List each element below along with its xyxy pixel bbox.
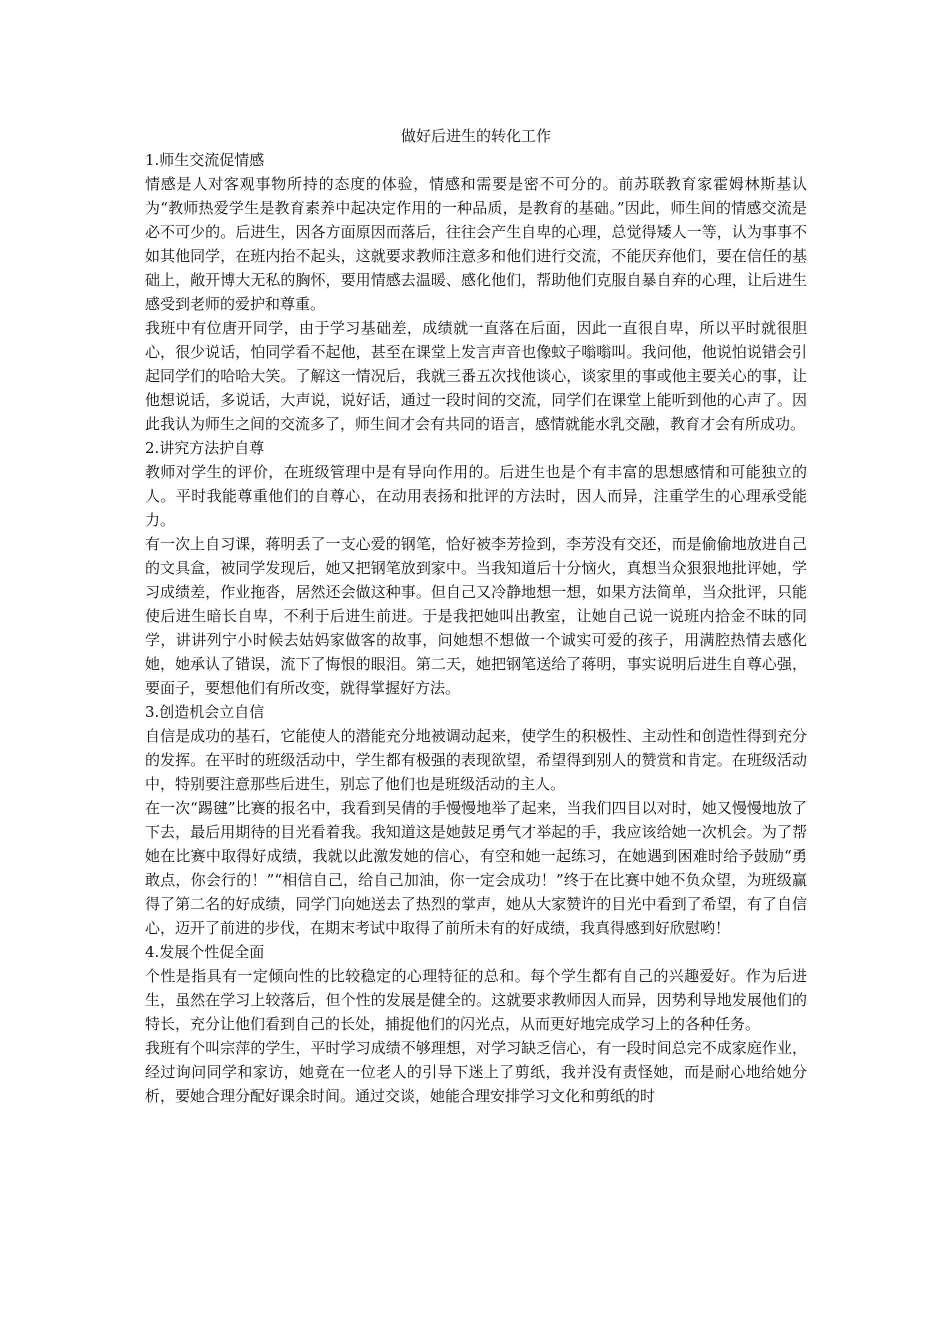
- paragraph: 在一次“踢毽”比赛的报名中，我看到吴倩的手慢慢地举了起来，当我们四目以对时，她又慢慢地放了下去，最后用期待的目光看着我。我知道这是她鼓足勇气才举起的手，我应该给她一次机会。为了帮她在比赛中取得好成绩，我就以此激发她的信心，有空和她一起练习，在她遇到困难时给予鼓励“勇敢点，你会行的！”“相信自己，给自己加油，你一定会成功！”终于在比赛中她不负众望，为班级赢得了第二名的好成绩，同学门向她送去了热烈的掌声，她从大家赞许的目光中看到了希望，有了自信心，迈开了前进的步伐，在期末考试中取得了前所未有的好成绩，我真得感到好欣慰哟！: [145, 799, 807, 937]
- section-heading-1: 1.师生交流促情感: [145, 151, 265, 169]
- paragraph: 有一次上自习课，蒋明丢了一支心爱的钢笔，恰好被李芳捡到，李芳没有交还，而是偷偷地放进自己的文具盒，被同学发现后，她又把钢笔放到家中。当我知道后十分恼火，真想当众狠狠地批评她，学习成绩差，作业拖沓，居然还会做这种事。但自己又冷静地想一想，如果方法简单，当众批评，只能使后进生暗长自卑，不利于后进生前进。于是我把她叫出教室，让她自己说一说班内拾金不昧的同学，讲讲列宁小时候去姑妈家做客的故事，问她想不想做一个诚实可爱的孩子，用满腔热情去感化她，她承认了错误，流下了悔恨的眼泪。第二天，她把钢笔送给了蒋明，事实说明后进生自尊心强，要面子，要想他们有所改变，就得掌握好方法。: [145, 535, 807, 697]
- paragraph: 情感是人对客观事物所持的态度的体验，情感和需要是密不可分的。前苏联教育家霍姆林斯基认为“教师热爱学生是教育素养中起决定作用的一种品质，是教育的基础。”因此，师生间的情感交流是必不可少的。后进生，因各方面原因而落后，往往会产生自卑的心理，总觉得矮人一等，认为事事不如其他同学，在班内抬不起头，这就要求教师注意多和他们进行交流，不能厌弃他们，要在信任的基础上，敞开博大无私的胸怀，要用情感去温暖、感化他们，帮助他们克服自暴自弃的心理，让后进生感受到老师的爱护和尊重。: [145, 175, 807, 313]
- section-heading-3: 3.创造机会立自信: [145, 703, 265, 721]
- section-heading-2: 2.讲究方法护自尊: [145, 439, 265, 457]
- document-title: 做好后进生的转化工作: [400, 127, 551, 145]
- paragraph: 我班有个叫宗萍的学生，平时学习成绩不够理想，对学习缺乏信心，有一段时间总完不成家庭作业，经过询问同学和家访，她竟在一位老人的引导下迷上了剪纸，我并没有责怪她，而是耐心地给她分析，要她合理分配好课余时间。通过交谈，她能合理安排学习文化和剪纸的时: [145, 1039, 807, 1105]
- document-page: [145, 124, 807, 1108]
- paragraph: 自信是成功的基石，它能使人的潜能充分地被调动起来，使学生的积极性、主动性和创造性得到充分的发挥。在平时的班级活动中，学生都有极强的表现欲望，希望得到别人的赞赏和肯定。在班级活动中，特别要注意那些后进生，别忘了他们也是班级活动的主人。: [145, 727, 807, 793]
- paragraph: 个性是指具有一定倾向性的比较稳定的心理特征的总和。每个学生都有自己的兴趣爱好。作为后进生，虽然在学习上较落后，但个性的发展是健全的。这就要求教师因人而异，因势利导地发展他们的特长，充分让他们看到自己的长处，捕捉他们的闪光点，从而更好地完成学习上的各种任务。: [145, 967, 807, 1033]
- paragraph: 我班中有位唐开同学，由于学习基础差，成绩就一直落在后面，因此一直很自卑，所以平时就很胆心，很少说话，怕同学看不起他，甚至在课堂上发言声音也像蚊子嗡嗡叫。我问他，他说怕说错会引起同学们的哈哈大笑。了解这一情况后，我就三番五次找他谈心，谈家里的事或他主要关心的事，让他想说话，多说话，大声说，说好话，通过一段时间的交流，同学们在课堂上能听到他的心声了。因此我认为师生之间的交流多了，师生间才会有共同的语言，感情就能水乳交融，教育才会有所成功。: [145, 319, 807, 433]
- paragraph: 教师对学生的评价，在班级管理中是有导向作用的。后进生也是个有丰富的思想感情和可能独立的人。平时我能尊重他们的自尊心，在动用表扬和批评的方法时，因人而异，注重学生的心理承受能力。: [145, 463, 807, 529]
- section-heading-4: 4.发展个性促全面: [145, 943, 265, 961]
